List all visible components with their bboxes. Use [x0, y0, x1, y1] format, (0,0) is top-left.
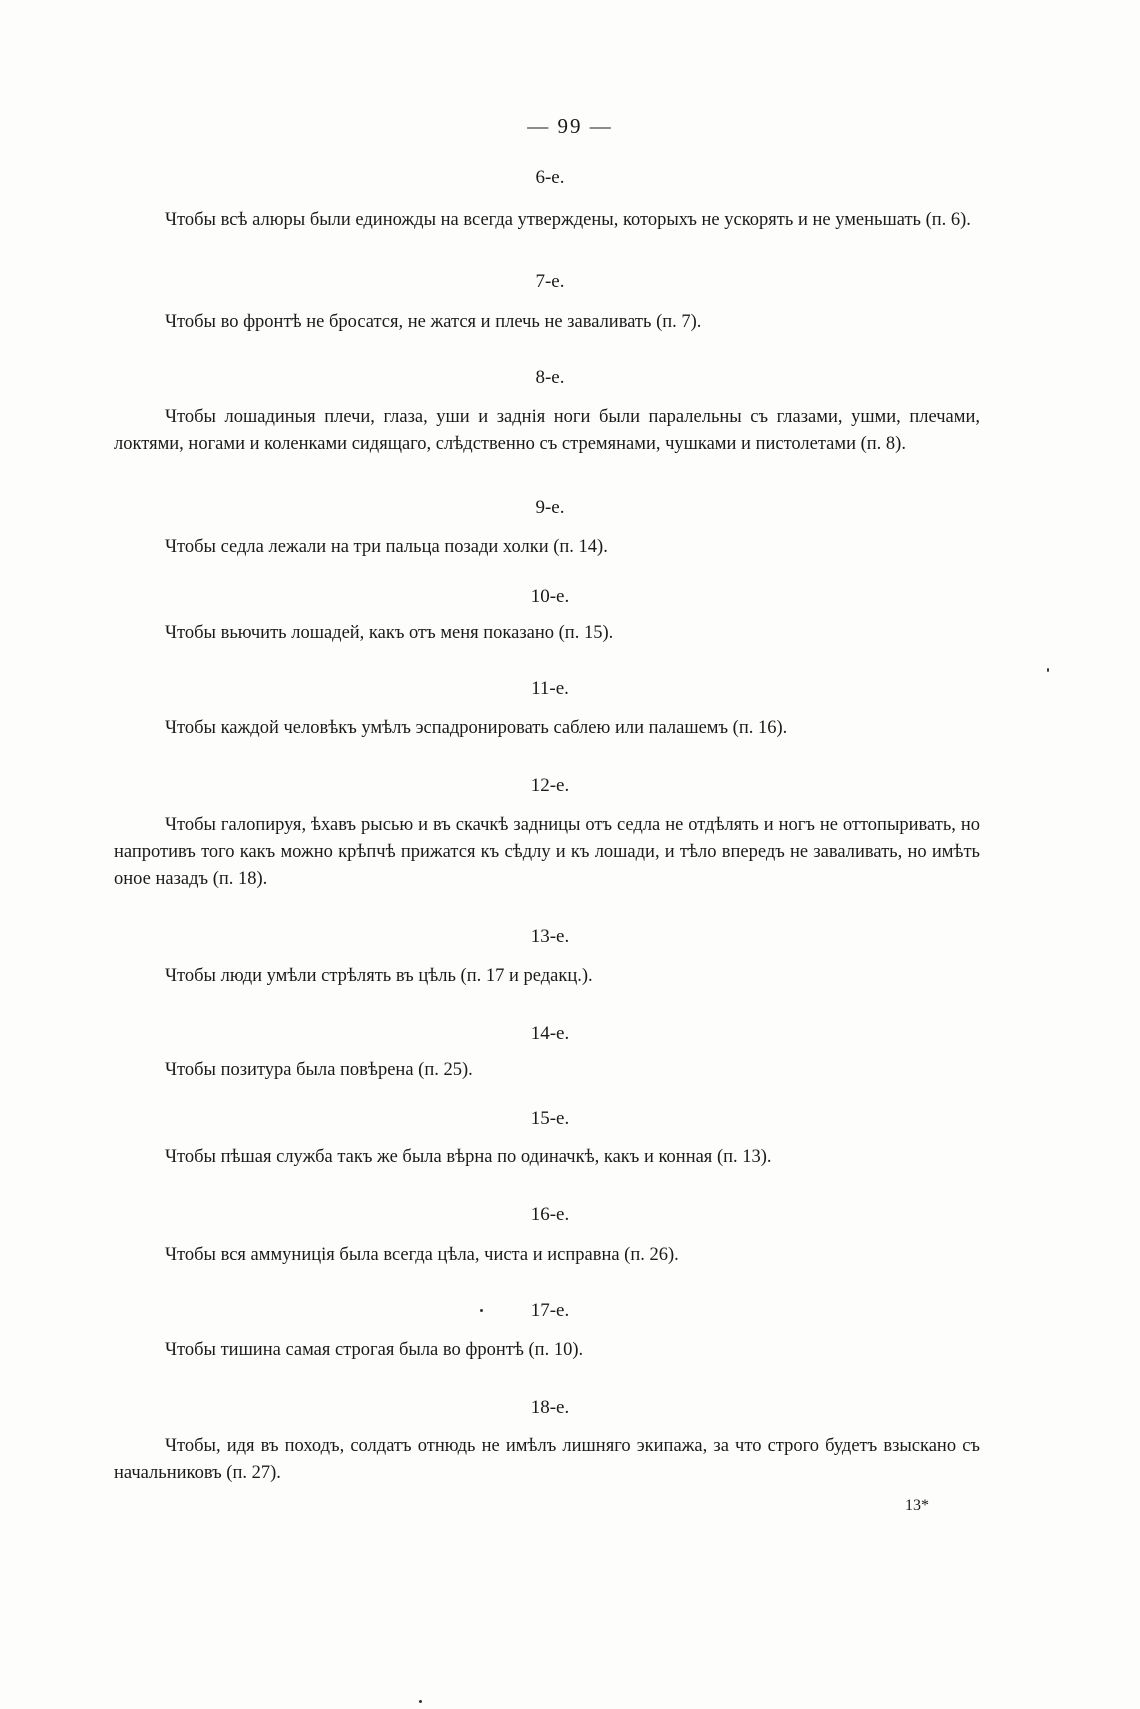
section-title: 10-е. [530, 586, 570, 607]
section-text: Чтобы тишина самая строгая была во фронтѣ (п. 10). [165, 1340, 584, 1360]
section-text: Чтобы лошадиныя плечи, глаза, уши и заднія ноги были паралельны съ глазами, ушми, плечами, локтями, ногами и коленками сидящаго, слѣдственно съ стремянами, чушками и пистолетами (п. 8). [114, 407, 980, 454]
section-text: Чтобы позитура была повѣрена (п. 25). [165, 1060, 473, 1080]
section-text: Чтобы люди умѣли стрѣлять въ цѣль (п. 17 и редакц.). [165, 966, 593, 986]
section-text: Чтобы пѣшая служба такъ же была вѣрна по одиначкѣ, какъ и конная (п. 13). [165, 1147, 772, 1167]
section-title: 7-е. [535, 271, 565, 292]
section-text: Чтобы во фронтѣ не бросатся, не жатся и плечь не заваливать (п. 7). [165, 312, 702, 332]
section-text: Чтобы галопируя, ѣхавъ рысью и въ скачкѣ задницы отъ седла не отдѣлять и ногъ не оттопыривать, но напротивъ того какъ можно крѣпчѣ прижатся къ сѣдлу и къ лошади, и тѣло впередъ не заваливать, но имѣть оное назадъ (п. 18). [114, 815, 980, 889]
section-text: Чтобы седла лежали на три пальца позади холки (п. 14). [165, 537, 608, 557]
section-title: 9-е. [535, 497, 565, 518]
section-title: 18-е. [530, 1397, 570, 1418]
section-text: Чтобы вьючить лошадей, какъ отъ меня показано (п. 15). [165, 623, 614, 643]
ink-speck [1047, 668, 1049, 672]
section-title: 17-е. [530, 1300, 570, 1321]
page-header: — 99 — [527, 114, 613, 138]
section-title: 12-е. [530, 775, 570, 796]
ink-speck [419, 1700, 422, 1703]
section-title: 15-е. [530, 1108, 570, 1129]
section-title: 6-е. [535, 167, 565, 188]
section-title: 8-е. [535, 367, 565, 388]
section-title: 14-е. [530, 1023, 570, 1044]
section-title: 13-е. [530, 926, 570, 947]
ink-speck [480, 1309, 483, 1312]
section-text: Чтобы всѣ алюры были единожды на всегда утверждены, которыхъ не ускорять и не уменьшать (п. 6). [165, 210, 971, 230]
section-text: Чтобы вся аммуниція была всегда цѣла, чиста и исправна (п. 26). [165, 1245, 679, 1265]
section-text: Чтобы, идя въ походъ, солдатъ отнюдь не имѣлъ лишняго экипажа, за что строго будетъ взыскано съ начальниковъ (п. 27). [114, 1436, 980, 1483]
section-title: 16-е. [530, 1204, 570, 1225]
section-text: Чтобы каждой человѣкъ умѣлъ эспадронировать саблею или палашемъ (п. 16). [165, 718, 788, 738]
section-title: 11-е. [531, 678, 569, 699]
signature-mark: 13* [905, 1497, 929, 1514]
